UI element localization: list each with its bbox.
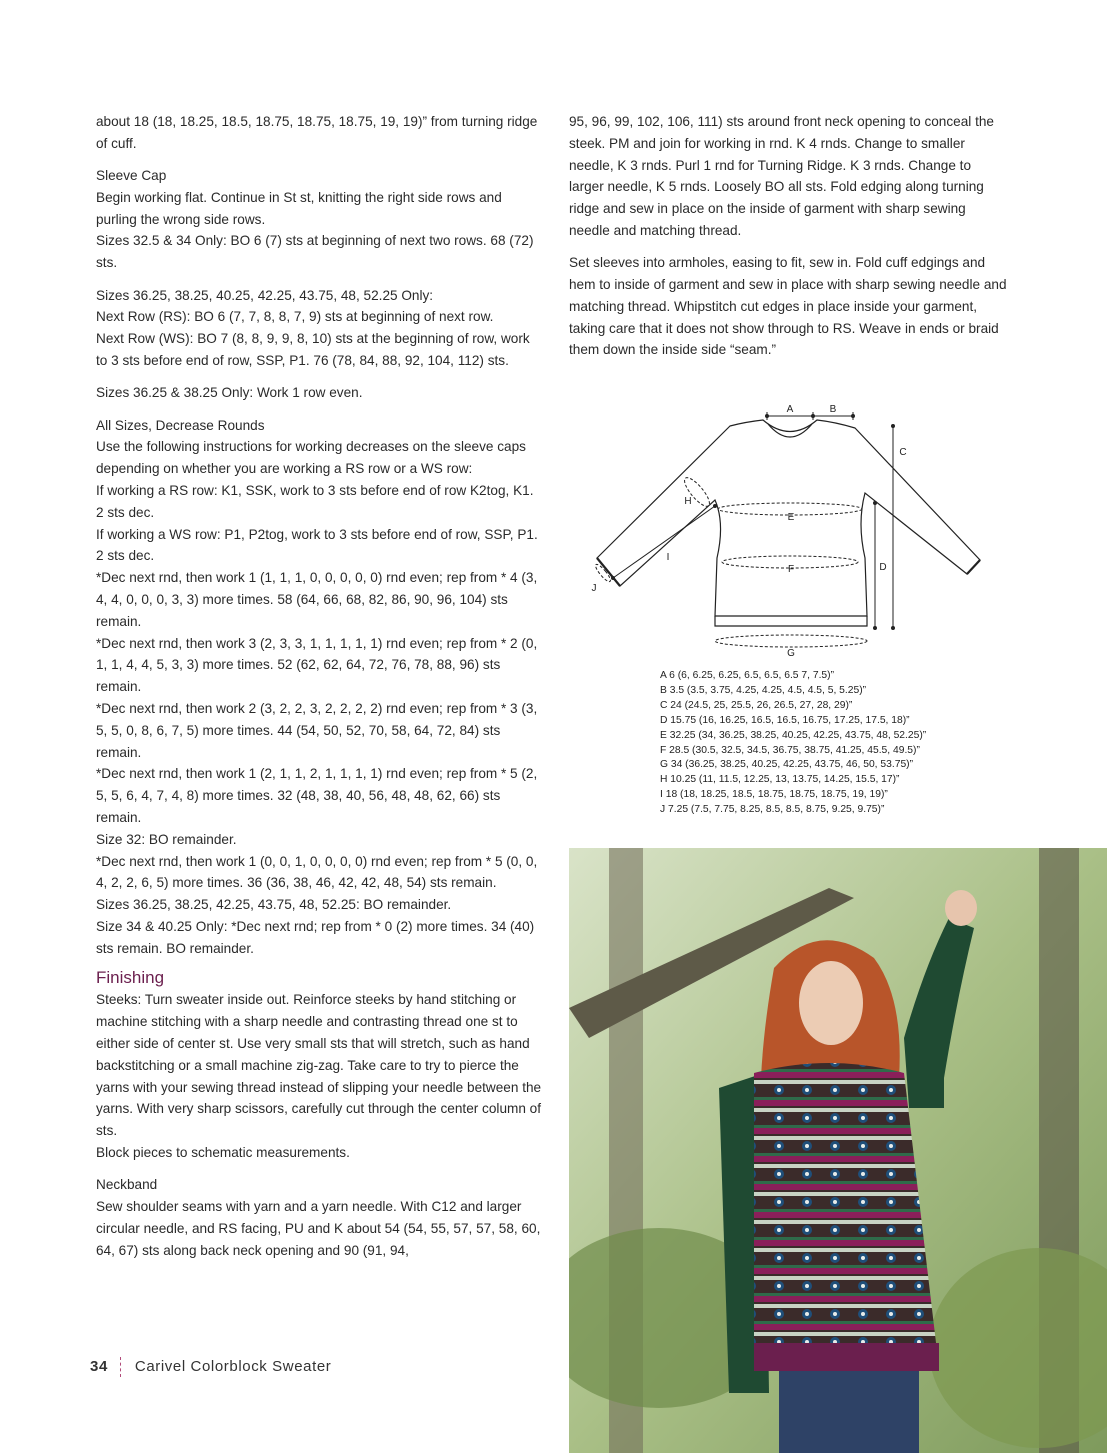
schematic-labels bbox=[592, 404, 907, 659]
sleeve-cap-section bbox=[96, 165, 542, 274]
decrease-line: *Dec next rnd, then work 1 (1, 1, 1, 0, 0, 0, 0, 0) rnd even; rep from * 4 (3, 4, 4, 0, 0, 0, 3, 3) more times. 58 (64, 66, 68, 82, 86, 90, 96, 104) sts remain. bbox=[96, 570, 538, 629]
sweater-outline bbox=[597, 420, 980, 626]
measurement-i: I 18 (18, 18.25, 18.5, 18.75, 18.75, 18.75, 19, 19)” bbox=[660, 789, 888, 801]
measurement-list bbox=[660, 669, 1020, 818]
finishing-line: Steeks: Turn sweater inside out. Reinforce steeks by hand stitching or machine stitching with a sharp needle and contrasting thread one st to either side of center st. Use very small sts that will stretch, such as hand backstitching or a small machine zig-zag. Take care to try to pierce the yarns with your sewing thread instead of slipping your needle between the yarns. With very sharp scissors, carefully cut through the center column of sts. bbox=[96, 992, 542, 1139]
sizes-line: Next Row (RS): BO 6 (7, 7, 8, 8, 7, 9) sts at beginning of next row. bbox=[96, 309, 494, 325]
measurement-h: H 10.25 (11, 11.5, 12.25, 13, 13.75, 14.25, 15.5, 17)” bbox=[660, 774, 900, 786]
label-g: G bbox=[787, 648, 795, 659]
sleeve-cap-line: Sizes 32.5 & 34 Only: BO 6 (7) sts at beginning of next two rows. 68 (72) sts. bbox=[96, 233, 534, 271]
sleeve-finishing-text: Set sleeves into armholes, easing to fit, sew in. Fold cuff edgings and hem to inside of garment and sew in place with sharp sewing needle and matching thread. Whipstitch cut edges in place inside your garment, taking care that it does not show through to RS. Weave in ends or braid them down the inside side “seam.” bbox=[569, 255, 1007, 358]
page-footer bbox=[90, 1357, 331, 1377]
finishing-heading: Finishing bbox=[96, 968, 165, 988]
left-column bbox=[96, 111, 542, 1272]
sizes-block bbox=[96, 285, 542, 372]
neckband-text: Sew shoulder seams with yarn and a yarn needle. With C12 and larger circular needle, and RS facing, PU and K about 54 (54, 55, 57, 57, 58, 60, 64, 67) sts along back neck opening and 90 (91, 94, bbox=[96, 1199, 541, 1258]
sleeve-cap-line: Begin working flat. Continue in St st, knitting the right side rows and purling the wrong side rows. bbox=[96, 189, 502, 227]
measurement-e: E 32.25 (34, 36.25, 38.25, 40.25, 42.25, 43.75, 48, 52.25)” bbox=[660, 729, 927, 741]
decrease-line: If working a WS row: P1, P2tog, work to 3 sts before end of row, SSP, P1. 2 sts dec. bbox=[96, 526, 538, 564]
decrease-line: *Dec next rnd, then work 1 (0, 0, 1, 0, 0, 0, 0) rnd even; rep from * 5 (0, 0, 4, 2, 2, 6, 5) more times. 36 (36, 38, 46, 42, 42, 48, 54) sts remain. bbox=[96, 853, 538, 891]
model-photo-illustration bbox=[569, 848, 1107, 1453]
sizes-line: Next Row (WS): BO 7 (8, 8, 9, 9, 8, 10) sts at the beginning of row, work to 3 sts before end of row, SSP, P1. 76 (78, 84, 88, 92, 104, 112) sts. bbox=[96, 331, 530, 368]
pattern-title: Carivel Colorblock Sweater bbox=[134, 1357, 332, 1375]
decrease-line: Size 34 & 40.25 Only: *Dec next rnd; rep from * 0 (2) more times. 34 (40) sts remain. BO remainder. bbox=[96, 918, 535, 956]
decrease-line: *Dec next rnd, then work 1 (2, 1, 1, 2, 1, 1, 1, 1) rnd even; rep from * 5 (2, 5, 5, 6, 4, 7, 4, 8) more times. 32 (48, 38, 40, 56, 48, 48, 62, 66) sts remain. bbox=[96, 766, 538, 825]
decrease-section bbox=[96, 415, 542, 960]
measurement-g: G 34 (36.25, 38.25, 40.25, 42.25, 43.75, 46, 50, 53.75)” bbox=[660, 759, 914, 771]
decrease-line: *Dec next rnd, then work 2 (3, 2, 2, 3, 2, 2, 2, 2) rnd even; rep from * 3 (3, 5, 5, 0, 8, 6, 7, 5) more times. 44 (54, 50, 52, 70, 58, 64, 72, 84) sts remain. bbox=[96, 700, 538, 760]
label-h: H bbox=[684, 496, 692, 507]
label-e: E bbox=[787, 512, 795, 523]
decrease-line: *Dec next rnd, then work 3 (2, 3, 3, 1, 1, 1, 1, 1) rnd even; rep from * 2 (0, 1, 1, 4, 4, 5, 3, 3) more times. 52 (62, 62, 64, 72, 76, 78, 88, 96) sts remain. bbox=[96, 635, 538, 695]
label-f: F bbox=[787, 564, 795, 575]
neckband-section bbox=[96, 1174, 542, 1261]
even-row-text: Sizes 36.25 & 38.25 Only: Work 1 row even. bbox=[96, 385, 363, 401]
page-number: 34 bbox=[90, 1357, 108, 1375]
sweater-schematic bbox=[585, 398, 1005, 662]
model-photo bbox=[569, 848, 1107, 1453]
measurement-a: A 6 (6, 6.25, 6.25, 6.5, 6.5, 6.5 7, 7.5)” bbox=[660, 670, 835, 681]
footer-separator bbox=[120, 1357, 122, 1377]
finishing-line: Block pieces to schematic measurements. bbox=[96, 1145, 350, 1161]
label-d: D bbox=[879, 562, 887, 573]
decrease-title: All Sizes, Decrease Rounds bbox=[96, 417, 265, 433]
decrease-line: Use the following instructions for working decreases on the sleeve caps depending on whether you are working a RS row or a WS row: bbox=[96, 439, 526, 477]
finishing-section bbox=[96, 967, 542, 1163]
measurement-j: J 7.25 (7.5, 7.75, 8.25, 8.5, 8.5, 8.75, 9.25, 9.75)” bbox=[660, 804, 885, 816]
sleeve-cap-title: Sleeve Cap bbox=[96, 168, 167, 184]
decrease-line: Sizes 36.25, 38.25, 42.25, 43.75, 48, 52.25: BO remainder. bbox=[96, 897, 452, 913]
decrease-line: Size 32: BO remainder. bbox=[96, 831, 237, 847]
measurement-b: B 3.5 (3.5, 3.75, 4.25, 4.25, 4.5, 4.5, 5, 5.25)” bbox=[660, 684, 867, 696]
label-j: J bbox=[591, 583, 597, 594]
intro-text: about 18 (18, 18.25, 18.5, 18.75, 18.75, 18.75, 19, 19)” from turning ridge of cuff. bbox=[96, 114, 538, 151]
label-i: I bbox=[666, 552, 670, 563]
label-c: C bbox=[899, 447, 907, 458]
measure-lines bbox=[613, 412, 893, 628]
sizes-line: Sizes 36.25, 38.25, 40.25, 42.25, 43.75, 48, 52.25 Only: bbox=[96, 287, 434, 303]
measurement-f: F 28.5 (30.5, 32.5, 34.5, 36.75, 38.75, 41.25, 45.5, 49.5)” bbox=[660, 744, 920, 756]
measurement-d: D 15.75 (16, 16.25, 16.5, 16.5, 16.75, 17.25, 17.5, 18)” bbox=[660, 714, 910, 726]
neckband-continued: 95, 96, 99, 102, 106, 111) sts around front neck opening to conceal the steek. PM and join for working in rnd. K 4 rnds. Change to smaller needle, K 3 rnds. Purl 1 rnd for Turning Ridge. K 3 rnds. Change to larger needle, K 5 rnds. Loosely BO all sts. Fold edging along turning ridge and sew in place on the inside of garment with sharp sewing needle and matching thread. bbox=[569, 114, 994, 238]
measure-ellipses bbox=[591, 474, 867, 647]
label-a: A bbox=[786, 404, 794, 415]
right-column bbox=[569, 111, 1009, 372]
decrease-line: If working a RS row: K1, SSK, work to 3 sts before end of row K2tog, K1. 2 sts dec. bbox=[96, 482, 534, 520]
measurement-c: C 24 (24.5, 25, 25.5, 26, 26.5, 27, 28, 29)” bbox=[660, 699, 853, 711]
measure-dots bbox=[611, 414, 895, 630]
label-b: B bbox=[829, 404, 837, 415]
neckband-title: Neckband bbox=[96, 1177, 158, 1193]
